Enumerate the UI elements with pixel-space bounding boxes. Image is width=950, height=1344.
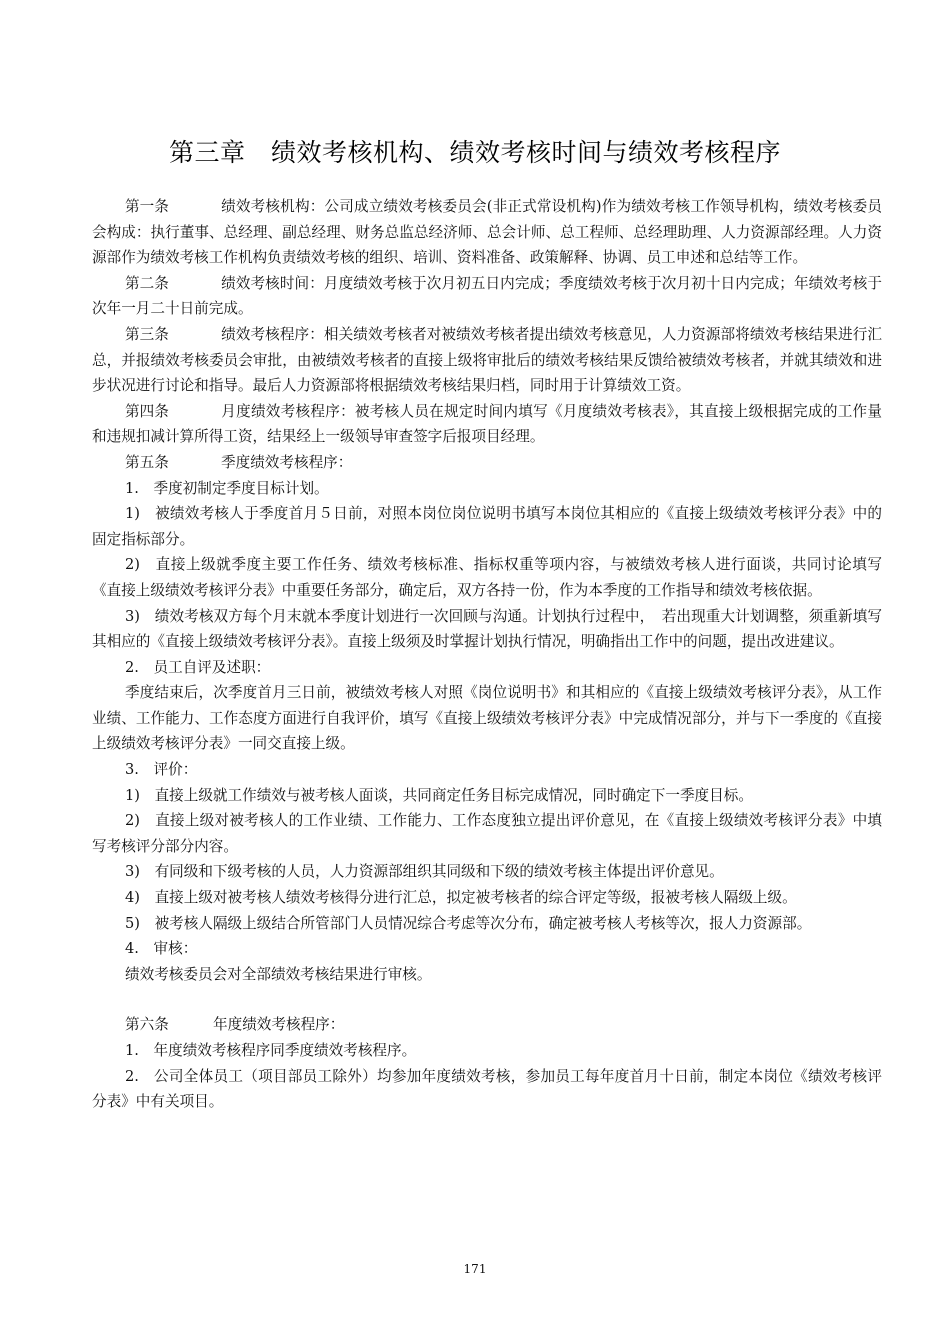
list-item: 3) 有同级和下级考核的人员，人力资源部组织其同级和下级的绩效考核主体提出评价意见。 — [125, 863, 724, 881]
list-item: 1. 年度绩效考核程序同季度绩效考核程序。 — [125, 1042, 417, 1059]
article-4 — [92, 399, 882, 450]
article-text: 绩效考核时间：月度绩效考核于次月初五日内完成；季度绩效考核于次月初十日内完成；年绩效考核于次年一月二十日前完成。 — [92, 274, 882, 318]
article-3 — [92, 322, 882, 399]
article-5 — [92, 450, 882, 476]
article-label: 第二条 — [125, 274, 169, 292]
spacer — [92, 987, 882, 1012]
list-item: 4. 审核： — [125, 940, 198, 958]
article-text: 年度绩效考核程序： — [213, 1016, 345, 1034]
chapter-title: 第三章 绩效考核机构、绩效考核时间与绩效考核程序 — [168, 138, 781, 167]
article-1 — [92, 194, 882, 271]
paragraph: 季度结束后，次季度首月三日前，被绩效考核人对照《岗位说明书》和其相应的《直接上级绩效考核评分表》，从工作业绩、工作能力、工作态度方面进行自我评价，填写《直接上级绩效考核评分表》中完成情况部分，并与下一季度的《直接上级绩效考核评分表》一同交直接上级。 — [92, 684, 882, 753]
paragraph: 绩效考核委员会对全部绩效考核结果进行审核。 — [125, 965, 432, 983]
list-item: 5) 被考核人隔级上级结合所管部门人员情况综合考虑等次分布，确定被考核人考核等次，报人力资源部。 — [125, 914, 812, 932]
article-text: 绩效考核程序：相关绩效考核者对被绩效考核者提出绩效考核意见，人力资源部将绩效考核结果进行汇总，并报绩效考核委员会审批，由被绩效考核者的直接上级将审批后的绩效考核结果反馈给被绩效考核者，并就其绩效和进步状况进行讨论和指导。最后人力资源部将根据绩效考核结果归档，同时用于计算绩效工资。 — [92, 325, 882, 395]
article-text: 季度绩效考核程序： — [221, 453, 353, 471]
article-label: 第六条 — [125, 1016, 169, 1034]
article-text: 月度绩效考核程序：被考核人员在规定时间内填写《月度绩效考核表》，其直接上级根据完成的工作量和违规扣减计算所得工资，结果经上一级领导审查签字后报项目经理。 — [92, 402, 882, 446]
article-label: 第四条 — [125, 402, 169, 420]
article-6 — [92, 1012, 882, 1038]
list-item: 3. 评价： — [125, 761, 198, 779]
list-item: 2. 公司全体员工（项目部员工除外）均参加年度绩效考核，参加员工每年度首月十日前，制定本岗位《绩效考核评分表》中有关项目。 — [92, 1067, 882, 1111]
article-label: 第五条 — [125, 453, 169, 471]
list-item: 1) 被绩效考核人于季度首月５日前，对照本岗位岗位说明书填写本岗位其相应的《直接上级绩效考核评分表》中的固定指标部分。 — [92, 505, 882, 548]
list-item: 4) 直接上级对被考核人绩效考核得分进行汇总，拟定被考核者的综合评定等级，报被考核人隔级上级。 — [125, 889, 797, 907]
list-item: 2. 员工自评及述职： — [125, 658, 271, 676]
article-label: 第一条 — [125, 198, 169, 215]
article-text: 绩效考核机构：公司成立绩效考核委员会(非正式常设机构)作为绩效考核工作领导机构，绩效考核委员会构成：执行董事、总经理、副总经理、财务总监总经济师、总会计师、总工程师、总经理助理、人力资源部经理。人力资源部作为绩效考核工作机构负责绩效考核的组织、培训、资料准备、政策解释、协调、员工申述和总结等工作。 — [92, 198, 882, 267]
list-item: 2) 直接上级对被考核人的工作业绩、工作能力、工作态度独立提出评价意见，在《直接上级绩效考核评分表》中填写考核评分部分内容。 — [92, 812, 882, 855]
article-2 — [92, 271, 882, 322]
list-item: 2) 直接上级就季度主要工作任务、绩效考核标准、指标权重等项内容，与被绩效考核人进行面谈，共同讨论填写《直接上级绩效考核评分表》中重要任务部分，确定后，双方各持一份，作为本季度的工作指导和绩效考核依据。 — [92, 556, 882, 599]
article-label: 第三条 — [125, 325, 169, 343]
list-item: 3) 绩效考核双方每个月末就本季度计划进行一次回顾与沟通。计划执行过程中， 若出现重大计划调整，须重新填写其相应的《直接上级绩效考核评分表》。直接上级须及时掌握计划执行情况，明确指出工作中的问题，提出改进建议。 — [92, 607, 882, 651]
document-body — [92, 194, 882, 1115]
list-item: 1. 季度初制定季度目标计划。 — [125, 479, 329, 497]
list-item: 1) 直接上级就工作绩效与被考核人面谈，共同商定任务目标完成情况，同时确定下一季度目标。 — [125, 786, 753, 804]
page-number: 171 — [463, 1262, 487, 1276]
